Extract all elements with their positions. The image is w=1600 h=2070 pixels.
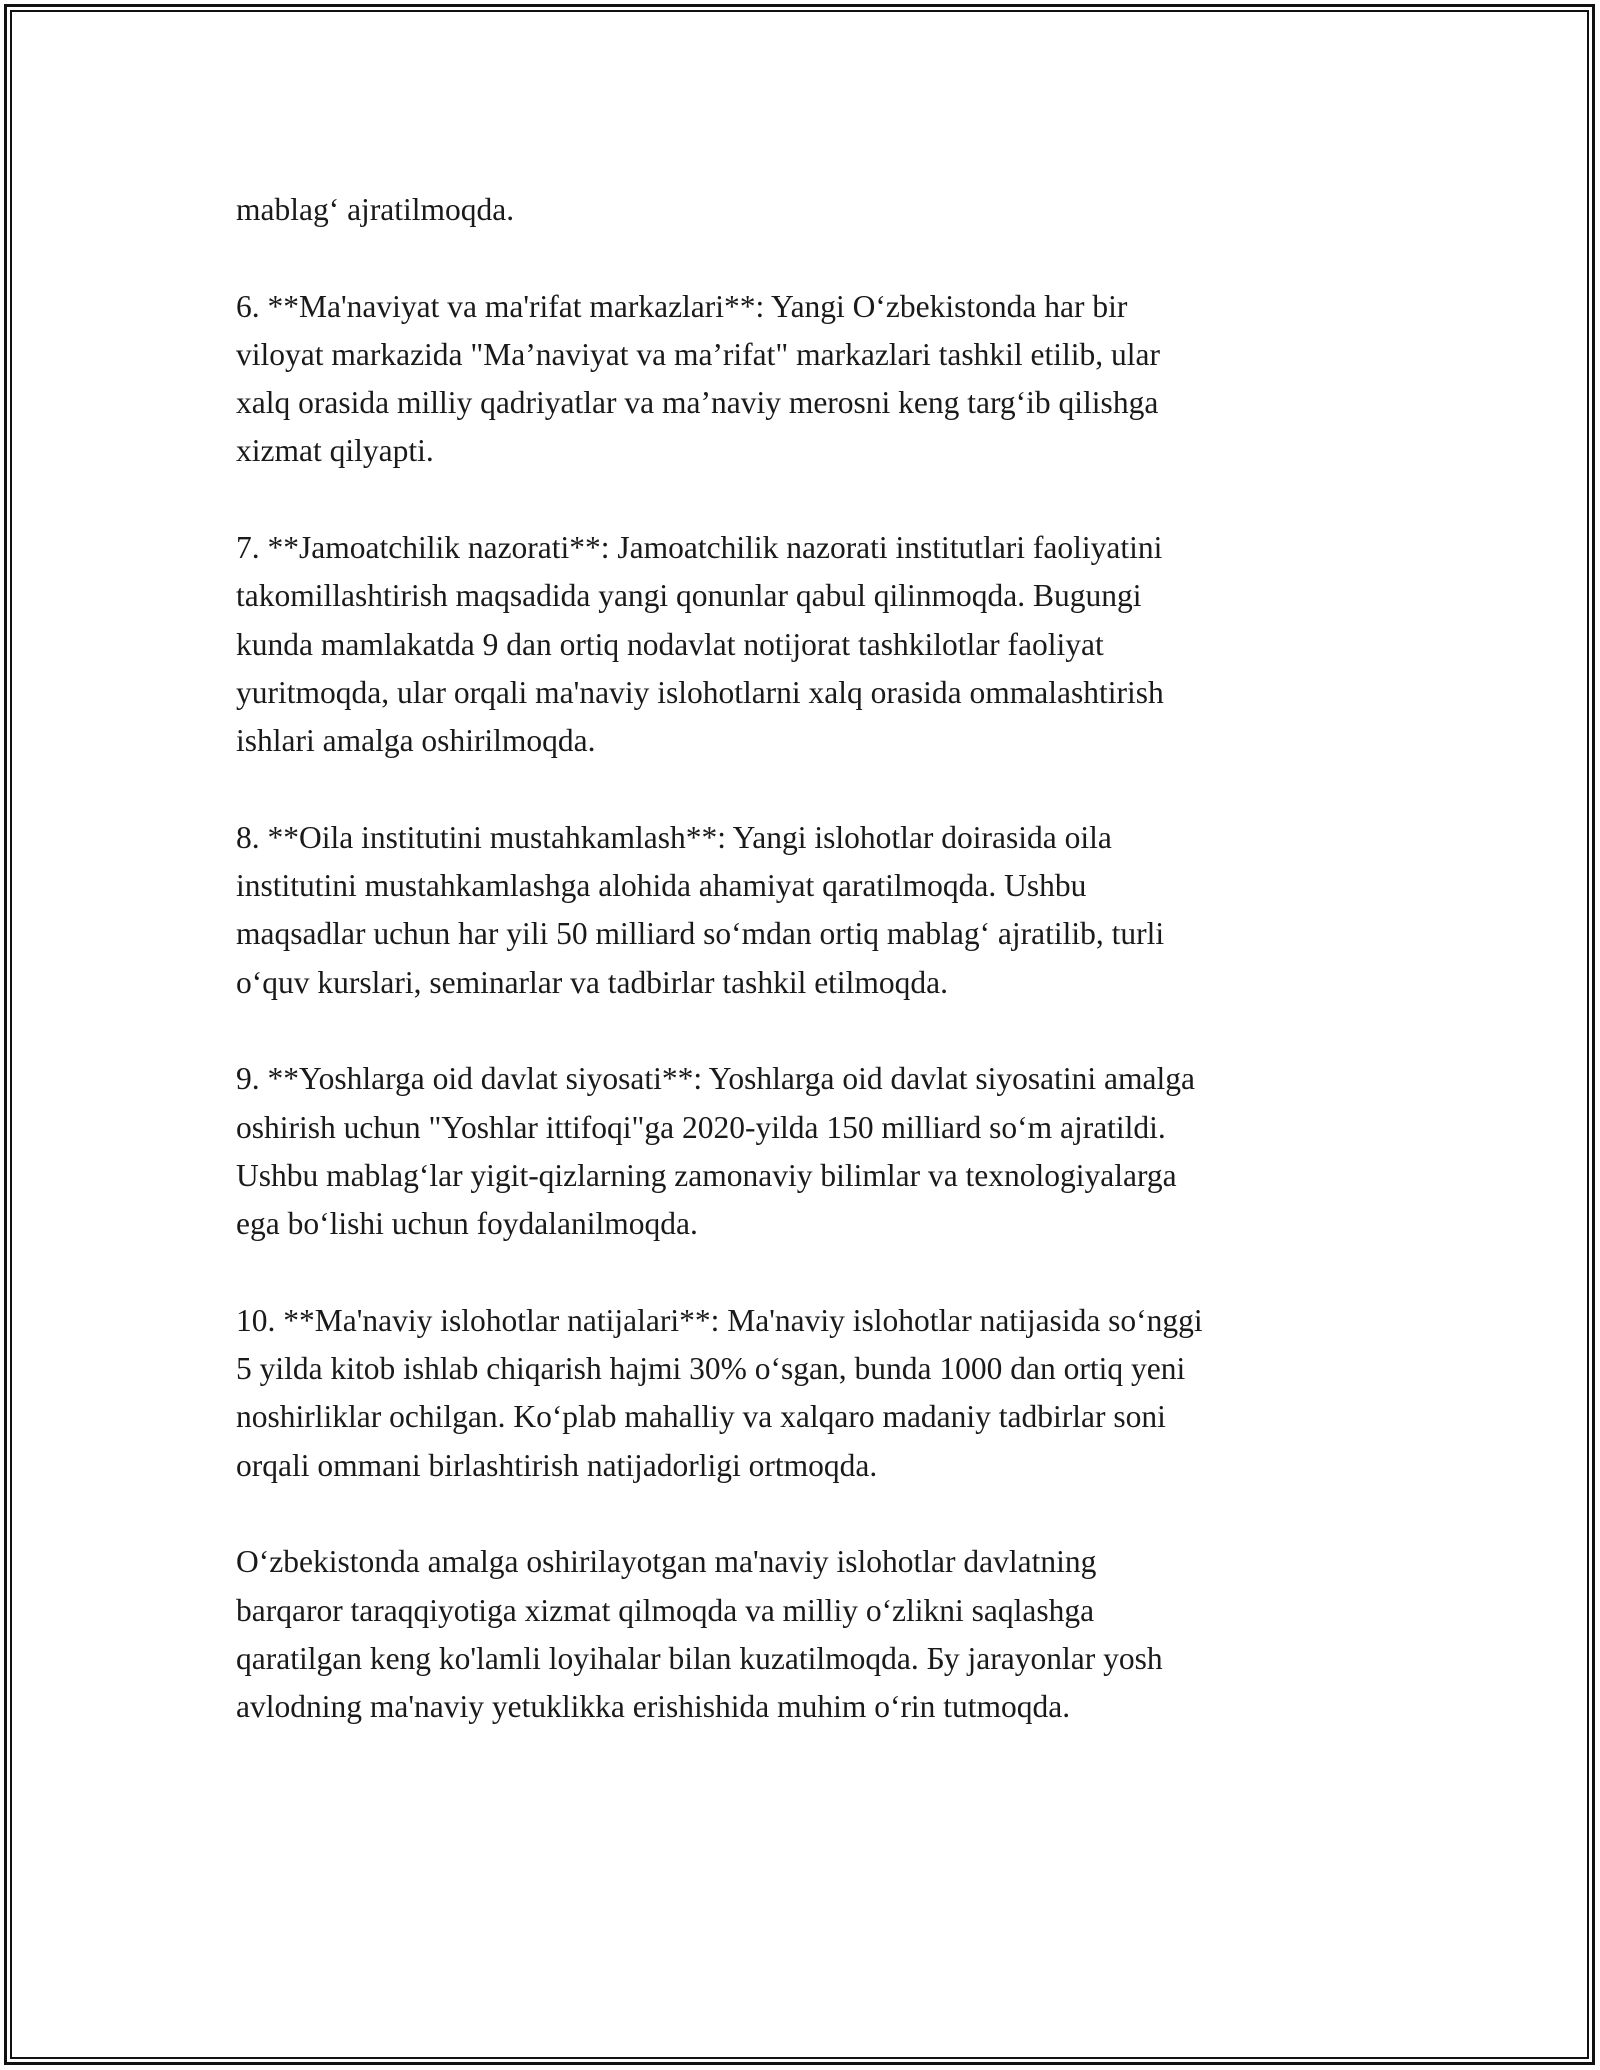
paragraph-conclusion: [236, 1538, 1376, 1731]
paragraph-continuation: [236, 186, 1376, 234]
text-line: 8. **Oila institutini mustahkamlash**: Yangi islohotlar doirasida oila: [236, 819, 1112, 855]
text-line: avlodning ma'naviy yetuklikka erishishida muhim o‘rin tutmoqda.: [236, 1689, 1071, 1725]
text-line: o‘quv kurslari, seminarlar va tadbirlar tashkil etilmoqda.: [236, 964, 949, 1000]
text-line: barqaror taraqqiyotiga xizmat qilmoqda va milliy o‘zlikni saqlashga: [236, 1592, 1095, 1628]
text-line: maqsadlar uchun har yili 50 milliard so‘mdan ortiq mablag‘ ajratilib, turli: [236, 916, 1165, 952]
text-line: mablag‘ ajratilmoqda.: [236, 192, 515, 227]
text-line: yuritmoqda, ular orqali ma'naviy islohotlarni xalq orasida ommalashtirish: [236, 674, 1164, 710]
text-line: 9. **Yoshlarga oid davlat siyosati**: Yoshlarga oid davlat siyosatini amalga: [236, 1061, 1195, 1097]
text-line: 6. **Ma'naviyat va ma'rifat markazlari**: Yangi O‘zbekistonda har bir: [236, 288, 1128, 324]
text-line: oshirish uchun "Yoshlar ittifoqi"ga 2020-yilda 150 milliard so‘m ajratildi.: [236, 1109, 1166, 1145]
text-line: Ushbu mablag‘lar yigit-qizlarning zamonaviy bilimlar va texnologiyalarga: [236, 1157, 1177, 1193]
text-line: orqali ommani birlashtirish natijadorligi ortmoqda.: [236, 1447, 878, 1483]
paragraph-item-6: [236, 283, 1376, 476]
text-line: institutini mustahkamlashga alohida ahamiyat qaratilmoqda. Ushbu: [236, 868, 1087, 904]
text-line: 5 yilda kitob ishlab chiqarish hajmi 30% o‘sgan, bunda 1000 dan ortiq yeni: [236, 1351, 1186, 1387]
text-line: 10. **Ma'naviy islohotlar natijalari**: Ma'naviy islohotlar natijasida so‘nggi: [236, 1302, 1203, 1338]
paragraph-item-8: [236, 814, 1376, 1007]
text-line: ega bo‘lishi uchun foydalanilmoqda.: [236, 1206, 698, 1242]
text-line: noshirliklar ochilgan. Ko‘plab mahalliy va xalqaro madaniy tadbirlar soni: [236, 1399, 1166, 1435]
paragraph-item-7: [236, 524, 1376, 765]
text-line: ishlari amalga oshirilmoqda.: [236, 723, 596, 759]
paragraph-item-9: [236, 1055, 1376, 1248]
text-line: viloyat markazida "Ma’naviyat va ma’rifat" markazlari tashkil etilib, ular: [236, 336, 1160, 372]
document-body: [236, 186, 1376, 1732]
text-line: kunda mamlakatda 9 dan ortiq nodavlat notijorat tashkilotlar faoliyat: [236, 626, 1104, 662]
text-line: O‘zbekistonda amalga oshirilayotgan ma'naviy islohotlar davlatning: [236, 1544, 1097, 1580]
paragraph-item-10: [236, 1297, 1376, 1490]
text-line: takomillashtirish maqsadida yangi qonunlar qabul qilinmoqda. Bugungi: [236, 578, 1142, 614]
text-line: 7. **Jamoatchilik nazorati**: Jamoatchilik nazorati institutlari faoliyatini: [236, 530, 1163, 566]
text-line: xizmat qilyapti.: [236, 433, 434, 469]
text-line: qaratilgan keng ko'lamli loyihalar bilan kuzatilmoqda. Бу jarayonlar yosh: [236, 1640, 1163, 1676]
text-line: xalq orasida milliy qadriyatlar va ma’naviy merosni keng targ‘ib qilishga: [236, 385, 1159, 421]
